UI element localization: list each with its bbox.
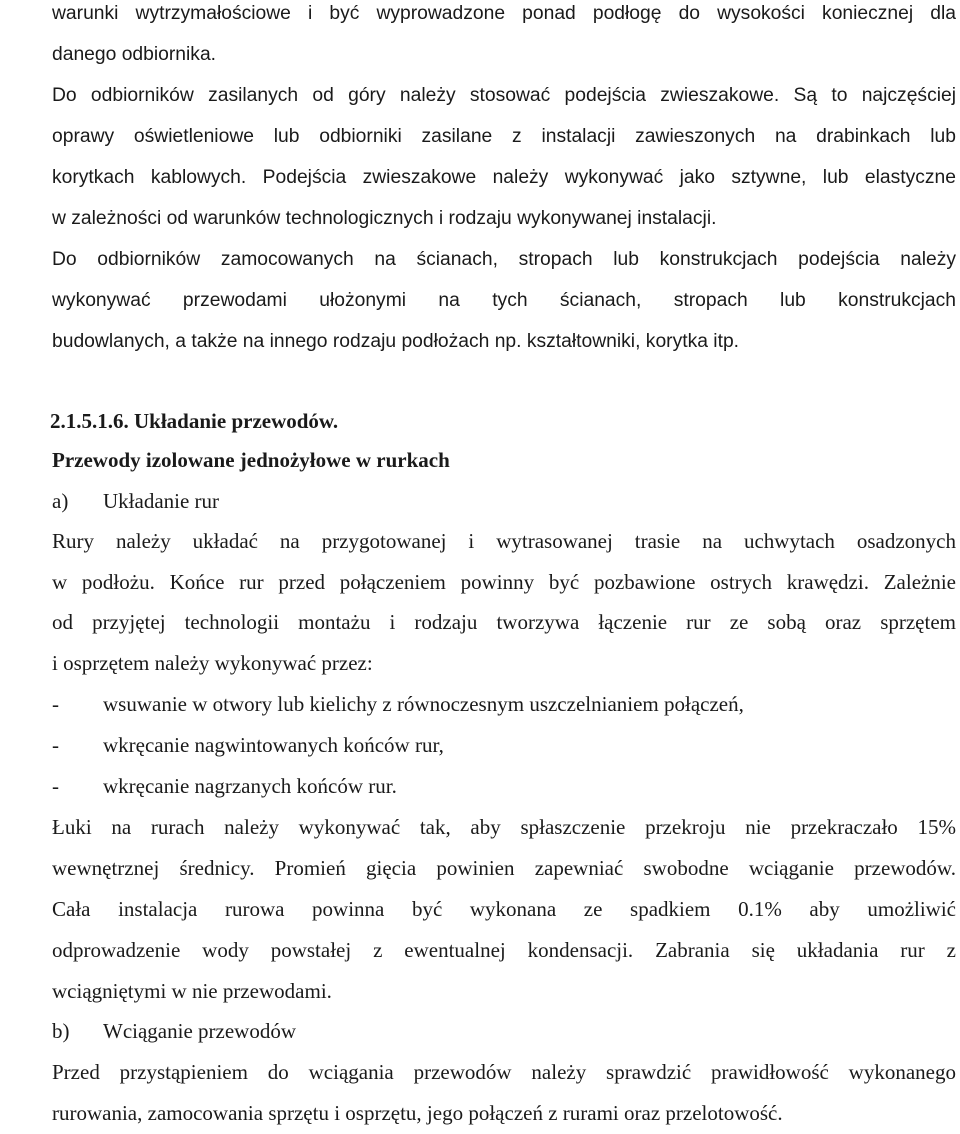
paragraph-line: Do odbiorników zamocowanych na ścianach, stropach lub konstrukcjach podejścia należy [52,249,956,270]
subsection-b-heading [52,1011,956,1052]
subsection-title: Wciąganie przewodów [103,1019,296,1043]
section-heading: 2.1.5.1.6. Układanie przewodów. [50,409,339,433]
paragraph-line: Do odbiorników zasilanych od góry należy stosować podejścia zwieszakowe. Są to najczęściej [52,85,956,106]
list-item-text: wkręcanie nagrzanych końców rur. [103,774,397,798]
paragraph-line: w podłożu. Końce rur przed połączeniem powinny być pozbawione ostrych krawędzi. Zależnie [52,570,956,594]
list-marker: - [52,733,59,757]
list-item-text: wkręcanie nagwintowanych końców rur, [103,733,444,757]
subsection-a-heading [52,481,956,522]
list-item [52,725,956,766]
paragraph-line: i osprzętem należy wykonywać przez: [52,651,373,675]
paragraph-line: rurowania, zamocowania sprzętu i osprzętu, jego połączeń z rurami oraz przelotowość. [52,1101,783,1125]
paragraph-line: danego odbiornika. [52,44,217,65]
subsection-marker: a) [52,489,69,513]
paragraph-line: odprowadzenie wody powstałej z ewentualnej kondensacji. Zabrania się układania rur z [52,938,956,962]
paragraph-line: wciągniętymi w nie przewodami. [52,979,332,1003]
paragraph-line: od przyjętej technologii montażu i rodzaju tworzywa łączenie rur ze sobą oraz sprzętem [52,610,956,634]
paragraph-line: warunki wytrzymałościowe i być wyprowadzone ponad podłogę do wysokości koniecznej dla [52,3,956,24]
subheading: Przewody izolowane jednożyłowe w rurkach [52,448,450,472]
list-marker: - [52,692,59,716]
paragraph-line: Rury należy układać na przygotowanej i wytrasowanej trasie na uchwytach osadzonych [52,529,956,553]
paragraph-line: wykonywać przewodami ułożonymi na tych ścianach, stropach lub konstrukcjach [52,290,956,311]
paragraph-line: w zależności od warunków technologicznych i rodzaju wykonywanej instalacji. [52,208,717,229]
subsection-marker: b) [52,1019,70,1043]
paragraph-line: Cała instalacja rurowa powinna być wykonana ze spadkiem 0.1% aby umożliwić [52,897,956,921]
paragraph-line: Łuki na rurach należy wykonywać tak, aby spłaszczenie przekroju nie przekraczało 15% [52,815,956,839]
list-item-text: wsuwanie w otwory lub kielichy z równoczesnym uszczelnianiem połączeń, [103,692,744,716]
paragraph-line: korytkach kablowych. Podejścia zwieszakowe należy wykonywać jako sztywne, lub elastyczne [52,167,956,188]
list-item [52,766,956,807]
paragraph-line: Przed przystąpieniem do wciągania przewodów należy sprawdzić prawidłowość wykonanego [52,1060,956,1084]
list-marker: - [52,774,59,798]
subsection-title: Układanie rur [103,489,220,513]
paragraph-line: oprawy oświetleniowe lub odbiorniki zasilane z instalacji zawieszonych na drabinkach lub [52,126,956,147]
list-item [52,684,956,725]
paragraph-line: budowlanych, a także na innego rodzaju podłożach np. kształtowniki, korytka itp. [52,331,740,352]
paragraph-line: wewnętrznej średnicy. Promień gięcia powinien zapewniać swobodne wciąganie przewodów. [52,856,956,880]
